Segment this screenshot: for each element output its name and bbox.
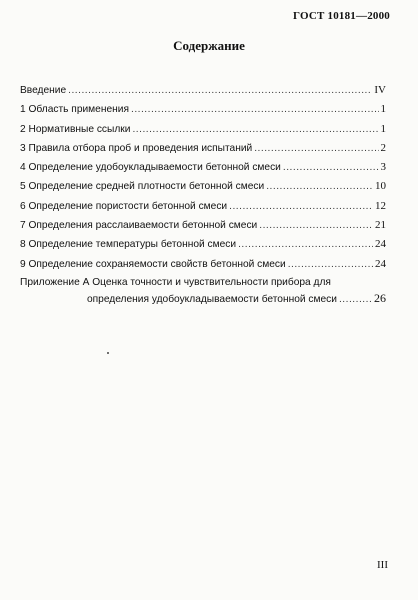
toc-entry-page: 12 [375, 199, 386, 212]
toc-entry[interactable] [20, 219, 386, 238]
toc-entry[interactable] [20, 238, 386, 257]
appendix-title-line2: определения удобоукладываемости бетонной смеси [87, 293, 337, 305]
toc-entry-label: 1 Область применения [20, 104, 129, 116]
toc-entry[interactable] [20, 123, 386, 142]
toc-entry-page: 1 [380, 103, 386, 116]
dot-leader [132, 124, 378, 135]
scan-speck [107, 352, 109, 354]
toc-entry-label: 4 Определение удобоукладываемости бетонной смеси [20, 162, 281, 174]
toc-entry[interactable] [20, 142, 386, 161]
toc-entry-page: 26 [374, 290, 386, 305]
toc-entry-label: 6 Определение пористости бетонной смеси [20, 200, 228, 212]
toc-entry-label: 2 Нормативные ссылки [20, 123, 131, 135]
dot-leader [131, 104, 379, 115]
dot-leader [229, 201, 373, 212]
dot-leader [259, 220, 373, 231]
toc-entry-page: IV [374, 84, 386, 96]
toc-entry-label: 3 Правила отбора проб и проведения испытаний [20, 142, 253, 154]
toc-entry[interactable] [20, 258, 386, 277]
toc-entry-label: 8 Определение температуры бетонной смеси [20, 239, 237, 251]
dot-leader [339, 294, 372, 305]
toc-appendix-entry[interactable] [20, 277, 386, 291]
standard-number: ГОСТ 10181—2000 [293, 10, 390, 22]
toc-entry-label: 7 Определения расслаиваемости бетонной смеси [20, 220, 258, 232]
page-number: III [377, 559, 388, 571]
toc-entry-label: Введение [20, 85, 67, 96]
toc-entry[interactable] [20, 161, 386, 180]
appendix-title-line1: Приложение А Оценка точности и чувствительности прибора для [20, 276, 331, 288]
dot-leader [238, 239, 373, 250]
table-of-contents [20, 84, 386, 307]
dot-leader [254, 143, 378, 154]
toc-entry[interactable] [20, 103, 386, 122]
toc-entry[interactable] [20, 200, 386, 219]
toc-entry-label: 9 Определение сохраняемости свойств бетонной смеси [20, 258, 286, 270]
dot-leader [283, 162, 379, 173]
toc-entry[interactable] [20, 84, 386, 103]
toc-entry-label: 5 Определение средней плотности бетонной смеси [20, 181, 265, 193]
toc-entry-page: 24 [375, 238, 386, 251]
toc-entry[interactable] [20, 180, 386, 199]
toc-appendix-entry-continuation[interactable] [20, 291, 386, 307]
dot-leader [68, 85, 372, 96]
toc-entry-page: 24 [375, 257, 386, 270]
toc-entry-page: 1 [380, 122, 386, 135]
dot-leader [266, 181, 373, 192]
dot-leader [288, 259, 373, 270]
page-title: Содержание [173, 38, 245, 53]
toc-entry-page: 10 [375, 180, 386, 193]
toc-entry-page: 2 [380, 141, 386, 154]
toc-entry-page: 21 [375, 219, 386, 232]
toc-entry-page: 3 [380, 161, 386, 174]
